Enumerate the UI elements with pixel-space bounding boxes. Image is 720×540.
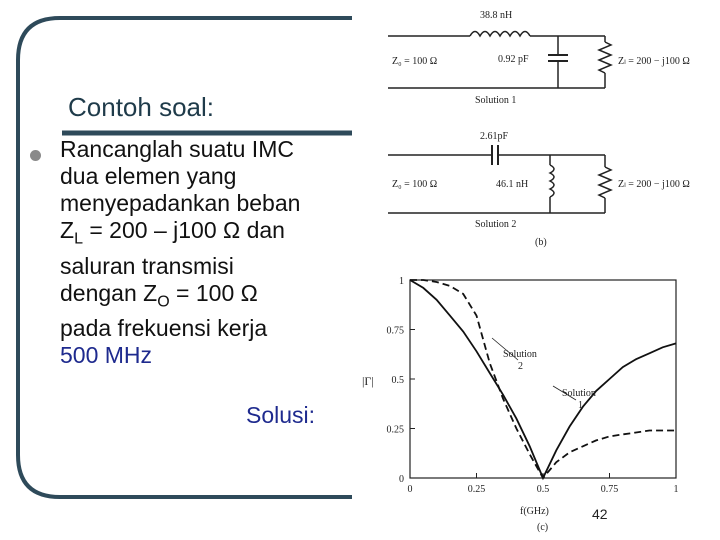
inductor-label: 38.8 nH (480, 10, 513, 21)
zl-symbol: Z (60, 217, 75, 243)
chart-panel-label: (c) (537, 522, 549, 533)
problem-line-5: saluran transmisi (60, 252, 234, 279)
circuit-caption: Solution 1 (475, 95, 517, 106)
zo-value: = 100 Ω (169, 279, 258, 306)
plot-frame (410, 280, 676, 478)
panel-label: (b) (535, 237, 547, 248)
zl-label: Zₗ = 200 − j100 Ω (618, 179, 690, 190)
y-tick-label: 0.75 (386, 325, 404, 337)
frequency-value: 500 MHz (60, 342, 153, 369)
x-axis-label: f(GHz) (520, 506, 549, 517)
chart-series (410, 280, 676, 478)
problem-line-4 (60, 217, 360, 253)
circuit-solution-1 (380, 0, 700, 112)
resistor-icon (599, 42, 611, 73)
y-axis-label: |Γ| (362, 374, 374, 388)
circuit-solution-2 (380, 125, 700, 250)
resistor-icon (599, 167, 611, 198)
problem-line-2: dua elemen yang (60, 163, 237, 189)
capacitor-label: 2.61pF (480, 131, 509, 142)
inductor-icon (470, 32, 530, 37)
solution-label: Solusi: (246, 402, 316, 428)
x-tick-label: 0 (407, 484, 413, 495)
problem-line-7: pada frekuensi kerja (60, 315, 268, 342)
reflection-chart (340, 268, 690, 534)
z0-label: Z₀ = 100 Ω (392, 179, 438, 190)
annotation-solution-2-num: 2 (518, 361, 523, 372)
circuit-caption: Solution 2 (475, 219, 517, 230)
slide-title: Contoh soal: (68, 92, 214, 122)
annotation-solution-2: Solution (503, 349, 537, 360)
zo-subscript: O (157, 293, 170, 311)
x-tick-label: 0.25 (467, 484, 486, 495)
problem-text (60, 136, 360, 369)
annotation-solution-1: Solution (562, 388, 596, 399)
problem-line-6 (60, 280, 360, 316)
problem-line-3: menyepadankan beban (60, 190, 301, 216)
annotation-solution-1-num: 1 (578, 400, 583, 411)
capacitor-label: 0.92 pF (498, 54, 529, 65)
zl-label: Zₗ = 200 − j100 Ω (618, 56, 690, 67)
x-tick-label: 0.5 (536, 484, 550, 495)
inductor-label: 46.1 nH (496, 179, 529, 190)
zo-symbol: dengan Z (60, 279, 158, 306)
inductor-icon (550, 165, 554, 197)
y-tick-label: 0.25 (386, 424, 404, 436)
x-tick-label: 1 (673, 484, 679, 495)
bullet-icon (30, 150, 41, 161)
problem-line-1: Rancanglah suatu IMC (60, 136, 294, 162)
y-tick-label: 0.5 (391, 375, 404, 386)
y-tick-label: 1 (399, 276, 404, 287)
x-tick-label: 0.75 (600, 484, 619, 495)
y-tick-label: 0 (399, 474, 404, 485)
page-number: 42 (592, 506, 608, 522)
series-line-solution-2 (410, 280, 676, 478)
zl-value: = 200 – j100 Ω dan (82, 217, 285, 243)
series-line-solution-1 (410, 280, 676, 478)
z0-label: Z₀ = 100 Ω (392, 56, 438, 67)
zl-subscript: L (74, 230, 83, 248)
chart-axes (387, 276, 679, 495)
